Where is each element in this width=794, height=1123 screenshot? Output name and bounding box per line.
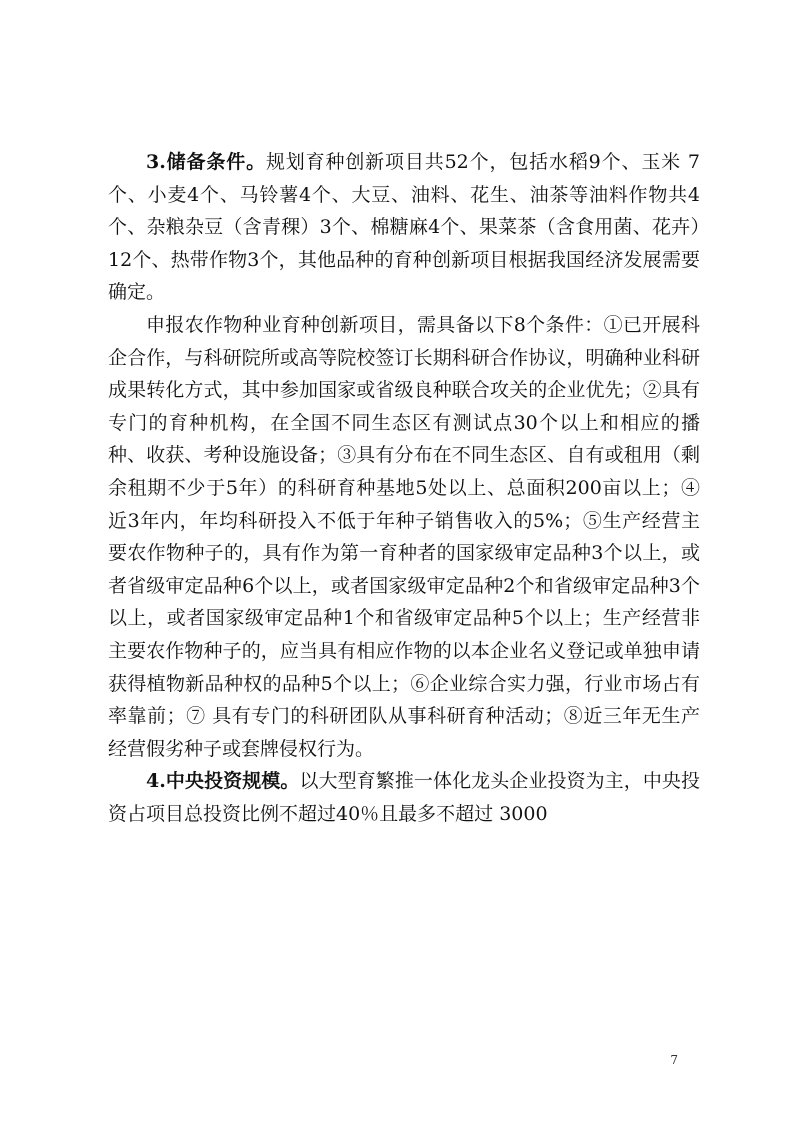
page-number: 7 — [670, 1053, 678, 1067]
paragraph-investment-scale — [108, 765, 700, 830]
paragraph-text: 以大型育繁推一体化龙头企业投资为主，中央投资占项目总投资比例不超过40％且最多不超过 3000 — [108, 770, 700, 825]
paragraph-storage-conditions — [108, 146, 700, 309]
section-heading: 3.储备条件。 — [146, 151, 266, 173]
paragraph-text: 申报农作物种业育种创新项目，需具备以下8个条件：①已开展科企合作，与科研院所或高等院校签订长期科研合作协议，明确种业科研成果转化方式，其中参加国家或省级良种联合攻关的企业优先；②具有专门的育种机构，在全国不同生态区有测试点30个以上和相应的播种、收获、考种设施设备；③具有分布在不同生态区、自有或租用（剩余租期不少于5年）的科研育种基地5处以上、总面积200亩以上；④近3年内，年均科研投入不低于年种子销售收入的5%；⑤生产经营主要农作物种子的，具有作为第一育种者的国家级审定品种3个以上，或者省级审定品种6个以上，或者国家级审定品种2个和省级审定品种3个以上，或者国家级审定品种1个和省级审定品种5个以上；生产经营非主要农作物种子的，应当具有相应作物的以本企业名义登记或单独申请获得植物新品种权的品种5个以上；⑥企业综合实力强，行业市场占有率靠前；⑦ 具有专门的科研团队从事科研育种活动；⑧近三年无生产经营假劣种子或套牌侵权行为。 — [108, 313, 700, 760]
paragraph-text: 规划育种创新项目共52个，包括水稻9个、玉米 7个、小麦4个、马铃薯4个、大豆、油料、花生、油茶等油料作物共4个、杂粮杂豆（含青稞）3个、棉糖麻4个、果菜茶（含食用菌、花卉）12个、热带作物3个，其他品种的育种创新项目根据我国经济发展需要确定。 — [108, 151, 700, 304]
paragraph-application-conditions — [108, 309, 700, 765]
document-body — [108, 146, 700, 830]
section-heading: 4.中央投资规模。 — [146, 770, 300, 793]
